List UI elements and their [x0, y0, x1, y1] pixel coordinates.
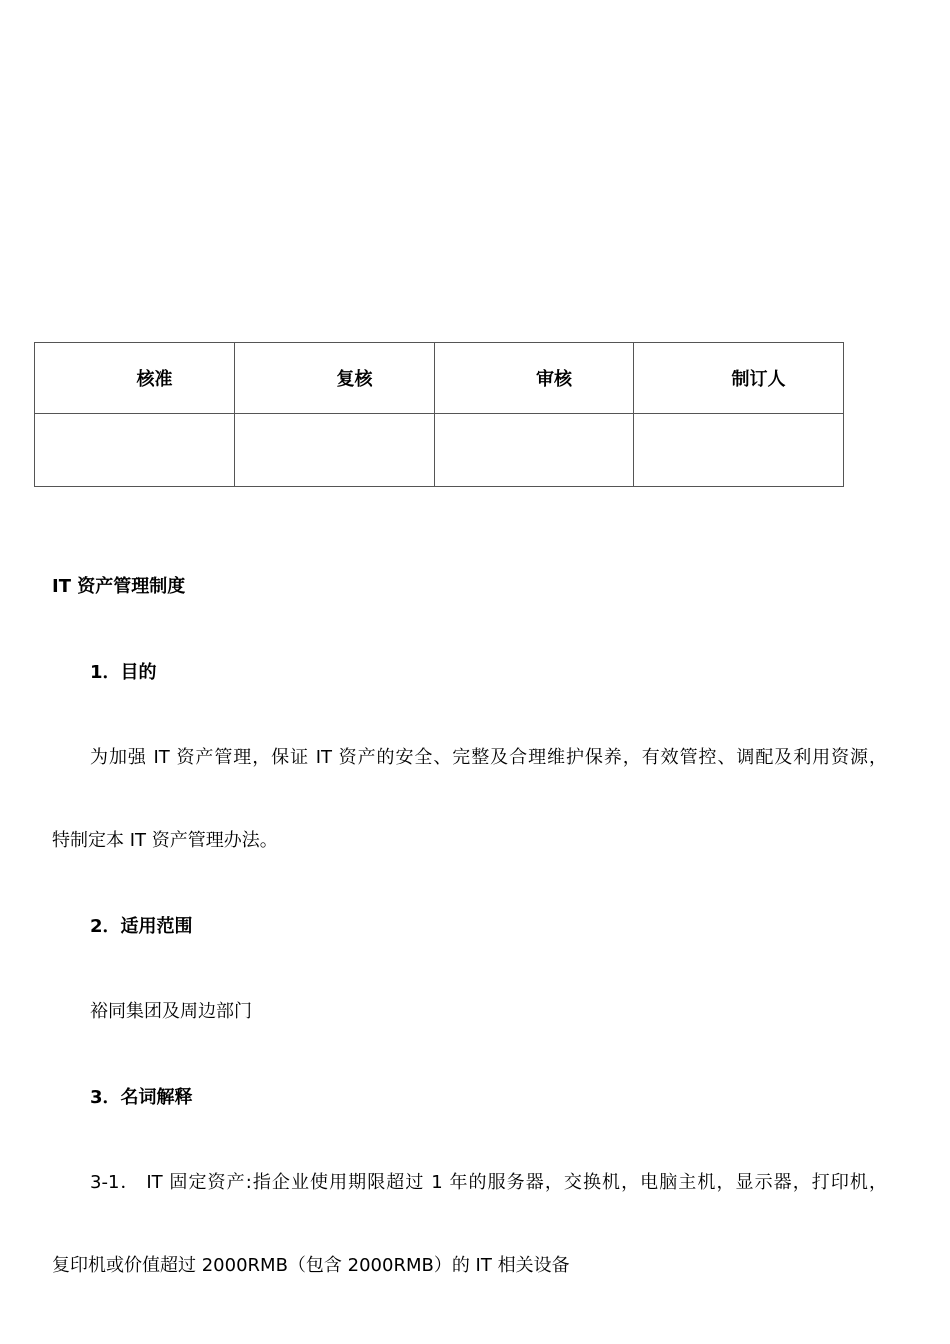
approval-header-recheck: 复核 — [336, 369, 373, 390]
approval-header-cell — [235, 343, 435, 414]
section-3-heading: 3．名词解释 — [90, 1087, 193, 1108]
approval-header-cell — [634, 343, 844, 414]
section-1-heading: 1．目的 — [90, 662, 157, 683]
section-1-paragraph-line-2: 特制定本 IT 资产管理办法。 — [52, 830, 278, 851]
approval-header-cell — [35, 343, 235, 414]
signature-cell-review — [435, 414, 634, 487]
approval-header-author: 制订人 — [731, 369, 786, 390]
approval-signature-row — [35, 414, 844, 487]
section-3-item-1-line-2: 复印机或价值超过 2000RMB（包含 2000RMB）的 IT 相关设备 — [52, 1255, 570, 1276]
section-3-item-1-line-1: 3-1． IT 固定资产:指企业使用期限超过 1 年的服务器，交换机，电脑主机，显示器，打印机， — [90, 1172, 887, 1193]
section-2-text: 裕同集团及周边部门 — [90, 1001, 252, 1022]
signature-cell-recheck — [235, 414, 435, 487]
approval-header-approve: 核准 — [136, 369, 173, 390]
approval-header-cell — [435, 343, 634, 414]
signature-cell-author — [634, 414, 844, 487]
section-1-paragraph-line-1: 为加强 IT 资产管理，保证 IT 资产的安全、完整及合理维护保养，有效管控、调配及利用资源， — [90, 747, 887, 768]
signature-cell-approve — [35, 414, 235, 487]
approval-header-review: 审核 — [536, 369, 572, 390]
approval-header-row — [35, 343, 844, 414]
section-2-heading: 2．适用范围 — [90, 916, 193, 937]
document-title: IT 资产管理制度 — [52, 576, 186, 597]
approval-table — [34, 342, 844, 487]
